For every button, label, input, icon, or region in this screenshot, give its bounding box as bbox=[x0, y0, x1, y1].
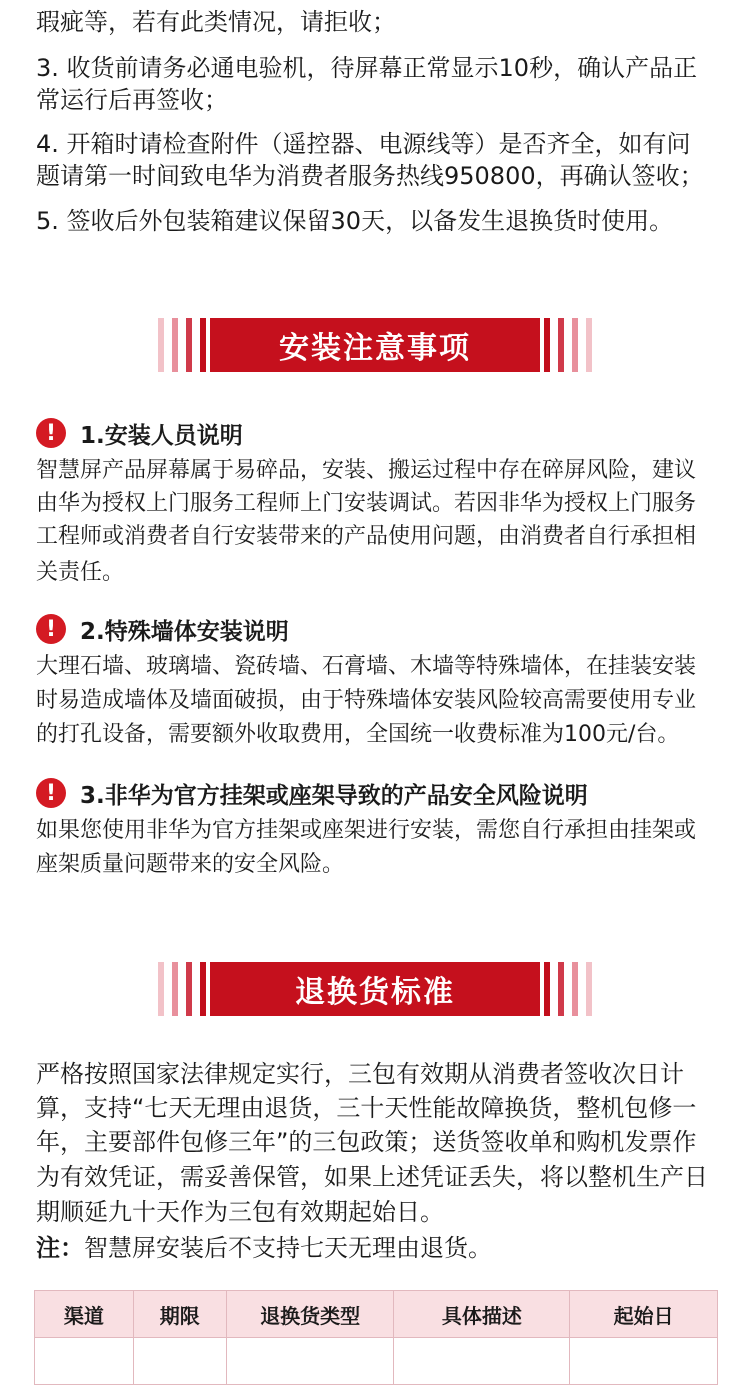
install-item-title: 1.安装人员说明 bbox=[80, 422, 243, 449]
banner-stripe bbox=[158, 318, 164, 372]
banner-stripe bbox=[586, 318, 592, 372]
table-header-description: 具体描述 bbox=[394, 1291, 570, 1338]
warning-icon: ! bbox=[36, 418, 66, 448]
banner-stripe bbox=[572, 318, 578, 372]
banner-stripe bbox=[544, 962, 550, 1016]
paragraph-line: 智慧屏产品屏幕属于易碎品，安装、搬运过程中存在碎屏风险，建议 bbox=[36, 458, 697, 483]
paragraph-line: 工程师或消费者自行安装带来的产品使用问题，由消费者自行承担相 bbox=[36, 524, 697, 549]
table-header-period: 期限 bbox=[133, 1291, 226, 1338]
banner-stripe bbox=[172, 962, 178, 1016]
paragraph-line: 严格按照国家法律规定实行，三包有效期从消费者签收次日计 bbox=[36, 1060, 684, 1088]
paragraph-line: 常运行后再签收； bbox=[36, 86, 228, 114]
paragraph-line: 时易造成墙体及墙面破损，由于特殊墙体安装风险较高需要使用专业 bbox=[36, 688, 697, 713]
paragraph-line: 座架质量问题带来的安全风险。 bbox=[36, 852, 345, 877]
install-item-title: 2.特殊墙体安装说明 bbox=[80, 618, 289, 645]
table-cell bbox=[226, 1338, 394, 1385]
section-banner-returns bbox=[158, 962, 592, 1016]
paragraph-line: 年，主要部件包修三年”的三包政策；送货签收单和购机发票作 bbox=[36, 1128, 697, 1156]
paragraph-line: 算，支持“七天无理由退货，三十天性能故障换货，整机包修一 bbox=[36, 1094, 697, 1122]
banner-stripe bbox=[586, 962, 592, 1016]
section-banner-install bbox=[158, 318, 592, 372]
note-label: 注： bbox=[36, 1234, 84, 1262]
note-line bbox=[36, 1224, 726, 1272]
banner-title: 退换货标准 bbox=[210, 962, 540, 1016]
table-header-row bbox=[35, 1291, 718, 1338]
banner-stripe bbox=[558, 962, 564, 1016]
install-item-heading bbox=[36, 416, 243, 450]
warning-icon: ! bbox=[36, 614, 66, 644]
banner-title: 安装注意事项 bbox=[210, 318, 540, 372]
table-row bbox=[35, 1338, 718, 1385]
paragraph-line: 5. 签收后外包装箱建议保留30天，以备发生退换货时使用。 bbox=[36, 207, 674, 235]
paragraph-line: 大理石墙、玻璃墙、瓷砖墙、石膏墙、木墙等特殊墙体，在挂装安装 bbox=[36, 654, 697, 679]
paragraph-line: 由华为授权上门服务工程师上门安装调试。若因非华为授权上门服务 bbox=[36, 491, 697, 516]
paragraph-line: 4. 开箱时请检查附件（遥控器、电源线等）是否齐全，如有问 bbox=[36, 130, 691, 158]
table-header-type: 退换货类型 bbox=[226, 1291, 394, 1338]
paragraph-line: 为有效凭证，需妥善保管，如果上述凭证丢失，将以整机生产日 bbox=[36, 1163, 708, 1191]
banner-stripe bbox=[200, 318, 206, 372]
table-cell bbox=[133, 1338, 226, 1385]
paragraph-line: 如果您使用非华为官方挂架或座架进行安装，需您自行承担由挂架或 bbox=[36, 818, 697, 843]
table-cell bbox=[394, 1338, 570, 1385]
paragraph-line: 关责任。 bbox=[36, 560, 125, 585]
warning-icon: ! bbox=[36, 778, 66, 808]
banner-stripe bbox=[158, 962, 164, 1016]
banner-stripe bbox=[186, 318, 192, 372]
paragraph-line: 题请第一时间致电华为消费者服务热线950800，再确认签收； bbox=[36, 162, 704, 190]
banner-stripe bbox=[200, 962, 206, 1016]
paragraph-line: 的打孔设备，需要额外收取费用，全国统一收费标准为100元/台。 bbox=[36, 722, 680, 747]
install-item-heading bbox=[36, 776, 588, 810]
table-header-channel: 渠道 bbox=[35, 1291, 134, 1338]
banner-stripe bbox=[186, 962, 192, 1016]
table-header-start-date: 起始日 bbox=[570, 1291, 718, 1338]
banner-stripe bbox=[172, 318, 178, 372]
banner-stripe bbox=[544, 318, 550, 372]
table-cell bbox=[570, 1338, 718, 1385]
install-item-heading bbox=[36, 612, 289, 646]
paragraph-line: 期顺延九十天作为三包有效期起始日。 bbox=[36, 1198, 444, 1226]
install-item-title: 3.非华为官方挂架或座架导致的产品安全风险说明 bbox=[80, 782, 588, 809]
table-cell bbox=[35, 1338, 134, 1385]
returns-table bbox=[34, 1290, 718, 1385]
paragraph-line: 瑕疵等，若有此类情况，请拒收； bbox=[36, 8, 396, 36]
note-text: 智慧屏安装后不支持七天无理由退货。 bbox=[84, 1234, 492, 1262]
paragraph-line: 3. 收货前请务必通电验机，待屏幕正常显示10秒，确认产品正 bbox=[36, 54, 698, 82]
banner-stripe bbox=[572, 962, 578, 1016]
banner-stripe bbox=[558, 318, 564, 372]
